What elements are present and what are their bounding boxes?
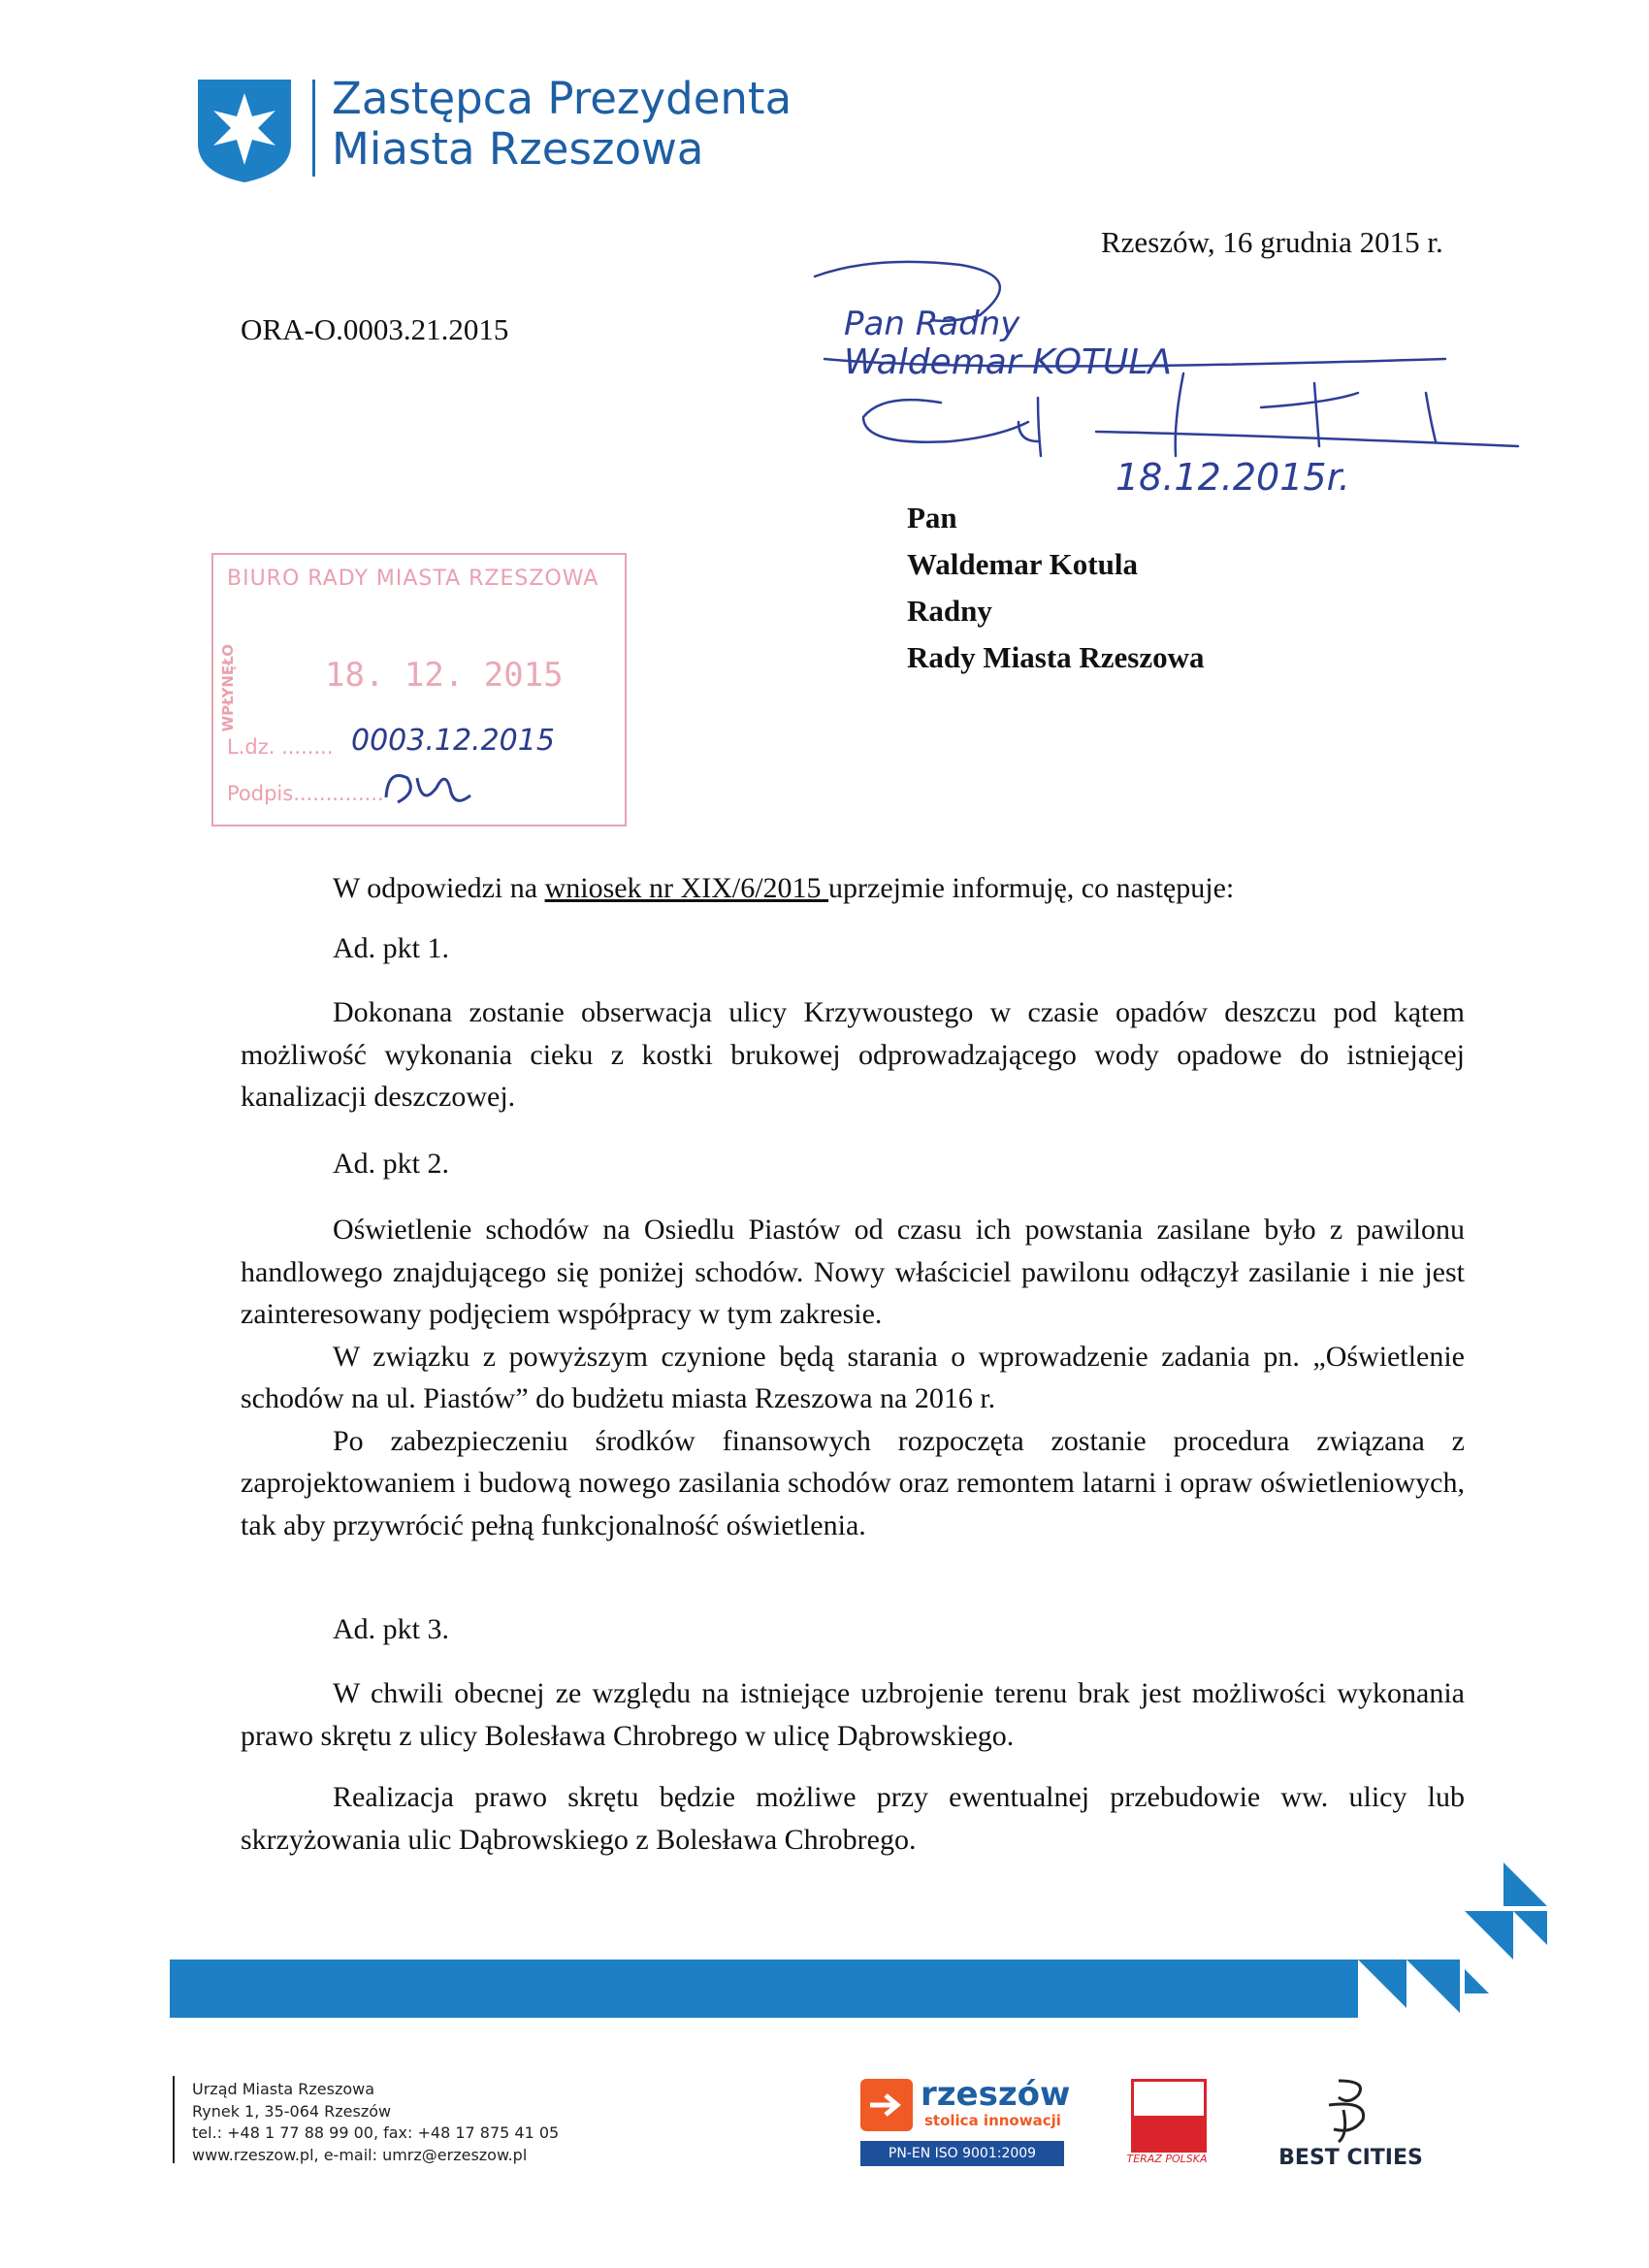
teraz-polska-flag	[1131, 2079, 1207, 2153]
office-address: Rynek 1, 35-064 Rzeszów	[192, 2101, 392, 2121]
reference-number: ORA-O.0003.21.2015	[241, 312, 509, 346]
stamp-ldz-value: 0003.12.2015	[351, 724, 555, 758]
pkt1-paragraph: Dokonana zostanie obserwacja ulicy Krzywoustego w czasie opadów deszczu pod kątem możliwość wykonania cieku z kostki brukowej odprowadzającego wody opadowe do istniejącej kanalizacji deszczowej.	[241, 996, 1465, 1113]
best-cities-text: BEST CITIES	[1278, 2146, 1423, 2170]
pkt2-paragraph2: W związku z powyższym czynione będą starania o wprowadzenie zadania pn. „Oświetlenie schodów na ul. Piastów” do budżetu miasta Rzeszowa na 2016 r.	[241, 1340, 1465, 1414]
pkt2-block	[241, 1209, 1465, 1546]
header-title-line1: Zastępca Prezydenta	[332, 73, 792, 124]
best-cities-logo	[1261, 2076, 1440, 2173]
pkt2-paragraph3: Po zabezpieczeniu środków finansowych rozpoczęta zostanie procedura związana z zaprojektowaniem i budową nowego zasilania schodów oraz remontem latarni i opraw oświetleniowych, tak aby przywrócić pełną funkcjonalność oświetlenia.	[241, 1424, 1465, 1541]
office-name: Urząd Miasta Rzeszowa	[192, 2080, 375, 2098]
pkt2-heading: Ad. pkt 2.	[333, 1148, 449, 1180]
office-web-email: www.rzeszow.pl, e-mail: umrz@erzeszow.pl	[192, 2145, 528, 2164]
teraz-polska-logo	[1123, 2079, 1211, 2168]
footer-blue-band	[170, 1960, 1358, 2018]
intro-paragraph	[241, 867, 1465, 910]
pkt3-heading-block	[241, 1608, 1465, 1651]
recipient-block	[907, 495, 1205, 681]
footer-divider	[173, 2076, 175, 2163]
rzeszow-logo-mark	[860, 2079, 913, 2131]
header-title	[332, 74, 792, 175]
footer-address	[192, 2079, 559, 2166]
stamp-ldz-label: L.dz. ........	[227, 735, 334, 759]
handwriting-date: 18.12.2015r.	[1116, 456, 1350, 499]
header-divider	[312, 80, 315, 177]
stamp-side-label: WPŁYNĘŁO	[219, 644, 237, 732]
pkt1-heading: Ad. pkt 1.	[333, 932, 449, 964]
teraz-polska-text: TERAZ POLSKA	[1126, 2153, 1208, 2165]
intro-suffix: uprzejmie informuję, co następuje:	[828, 872, 1235, 904]
intro-prefix: W odpowiedzi na	[333, 872, 545, 904]
pkt2-heading-block	[241, 1143, 1465, 1185]
handwriting-line2: Waldemar KOTULA	[844, 342, 1173, 382]
pkt1-block	[241, 991, 1465, 1118]
letter-date: Rzeszów, 16 grudnia 2015 r.	[1101, 225, 1443, 259]
best-cities-monogram	[1310, 2076, 1387, 2144]
pkt3-paragraph1: W chwili obecnej ze względu na istniejące uzbrojenie terenu brak jest możliwości wykonania prawo skrętu z ulicy Bolesława Chrobrego w ulicę Dąbrowskiego.	[241, 1677, 1465, 1752]
rzeszow-logo-name: rzeszów	[921, 2075, 1071, 2114]
pkt3-block	[241, 1672, 1465, 1861]
pkt2-paragraph1: Oświetlenie schodów na Osiedlu Piastów od czasu ich powstania zasilane było z pawilonu handlowego znajdującego się poniżej schodów. Nowy właściciel pawilonu odłączył zasilanie i nie jest zainteresowany podjęciem współpracy w tym zakresie.	[241, 1214, 1465, 1330]
footer-triangles	[1319, 1843, 1552, 2037]
pkt3-heading: Ad. pkt 3.	[333, 1613, 449, 1645]
pkt1-heading-block	[241, 927, 1465, 970]
iso-certificate-badge: PN-EN ISO 9001:2009	[860, 2141, 1064, 2166]
stamp-date: 18. 12. 2015	[325, 656, 564, 695]
arrow-icon	[860, 2079, 913, 2131]
recipient-salutation: Pan	[907, 501, 957, 535]
recipient-role: Radny	[907, 594, 992, 628]
recipient-name: Waldemar Kotula	[907, 547, 1138, 581]
stamp-header: BIURO RADY MIASTA RZESZOWA	[227, 567, 599, 591]
stamp-signature-label: Podpis..............	[227, 782, 384, 805]
request-reference-link: wniosek nr XIX/6/2015	[544, 872, 829, 904]
rzeszow-crest-logo	[194, 76, 295, 184]
recipient-institution: Rady Miasta Rzeszowa	[907, 640, 1205, 674]
received-stamp	[211, 553, 627, 826]
stamp-signature	[378, 759, 485, 817]
pkt3-paragraph2: Realizacja prawo skrętu będzie możliwe przy ewentualnej przebudowie ww. ulicy lub skrzyżowania ulic Dąbrowskiego z Bolesława Chrobrego.	[241, 1781, 1465, 1856]
handwritten-annotation	[805, 247, 1542, 500]
office-phone: tel.: +48 1 77 88 99 00, fax: +48 17 875 41 05	[192, 2123, 560, 2142]
handwriting-line1: Pan Radny	[844, 305, 1020, 343]
rzeszow-logo-tagline: stolica innowacji	[924, 2112, 1061, 2129]
rzeszow-innovation-logo	[860, 2075, 1071, 2168]
header-title-line2: Miasta Rzeszowa	[332, 123, 704, 175]
